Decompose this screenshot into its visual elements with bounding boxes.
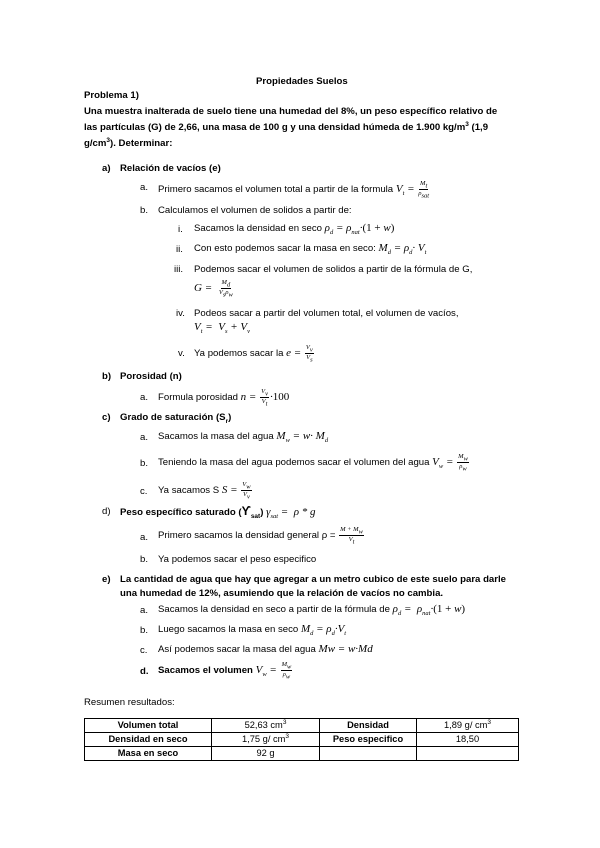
formula-md: $M_d = \rho_d\cdot V_t$ bbox=[378, 242, 427, 257]
formula-g: G = $\frac{M_d}{V_s\rho_w}$ bbox=[194, 279, 233, 299]
d-step-b: Ya podemos sacar el peso especifico bbox=[158, 554, 317, 565]
b-step-a-marker: a. bbox=[140, 392, 149, 403]
section-b-marker: b) bbox=[102, 371, 112, 382]
table-cell: 18,50 bbox=[417, 733, 519, 747]
section-e-line-1: La cantidad de agua que hay que agregar a un metro cubico de este suelo para darle bbox=[120, 574, 506, 585]
table-cell: Densidad en seco bbox=[85, 733, 212, 747]
table-cell: 92 g bbox=[212, 747, 320, 761]
section-a-title: Relación de vacíos (e) bbox=[120, 163, 221, 174]
table-cell: Masa en seco bbox=[85, 747, 212, 761]
e-step-a-marker: a. bbox=[140, 605, 149, 616]
a-i: Sacamos la densidad en seco $\rho_d = \rho_{nat}\cdot(1 + w)$ bbox=[194, 222, 395, 237]
a-ii: Con esto podemos sacar la masa en seco: $M_d = \rho_d\cdot V_t$ bbox=[194, 242, 427, 257]
formula-rho-d-e: $\rho_d = \rho_{nat}\cdot(1 + w)$ bbox=[392, 603, 466, 618]
summary-table bbox=[84, 718, 519, 761]
e-step-d-marker: d. bbox=[140, 666, 149, 677]
a-step-b: Calculamos el volumen de solidos a partir de: bbox=[158, 205, 352, 216]
formula-vt-sum: $V_t = V_s + V_v$ bbox=[194, 321, 251, 336]
c-step-b: Teniendo la masa del agua podemos sacar el volumen del agua $V_w$ = $\frac{M_w}{\rho_w}$ bbox=[158, 453, 468, 473]
table-row bbox=[85, 719, 519, 733]
table-row bbox=[85, 733, 519, 747]
formula-vw-e: $V_w$ = $\frac{M_w}{\rho_w}$ bbox=[255, 661, 292, 681]
e-step-c-marker: c. bbox=[140, 645, 148, 656]
a-v: Ya podemos sacar la e = $\frac{V_v}{V_s}$ bbox=[194, 344, 313, 364]
c-step-c: Ya sacamos S S = $\frac{V_w}{V_v}$ bbox=[158, 481, 251, 501]
a-step-a-marker: a. bbox=[140, 182, 149, 193]
b-step-a: Formula porosidad n = $\frac{V_v}{V_t}$ ·100 bbox=[158, 388, 290, 408]
section-c-title: Grado de saturación $(S_r)$ bbox=[120, 412, 232, 425]
a-iv-marker: iv. bbox=[176, 308, 185, 319]
statement-line-3: $g/cm^3$). Determinar: bbox=[84, 136, 173, 149]
a-step-b-marker: b. bbox=[140, 205, 149, 216]
c-step-a: Sacamos la masa del agua $M_w = w\cdot M_d$ bbox=[158, 430, 329, 445]
statement-line-2: las partículas (G) de 2,66, una masa de 100 g y una densidad húmeda de 1.900 $kg/m^3$ (1,9 bbox=[84, 120, 489, 133]
table-cell: 1,75 g/ $cm^3$ bbox=[212, 733, 320, 747]
a-v-marker: v. bbox=[178, 348, 185, 359]
formula-md-e: $M_d = \rho_d\cdot V_t$ bbox=[300, 623, 347, 638]
section-e-marker: e) bbox=[102, 574, 111, 585]
table-cell: 52,63 $cm^3$ bbox=[212, 719, 320, 733]
section-d-title: Peso específico saturado $(ϒ_{sat}) \gamma_{sat} = \rho * g$ bbox=[120, 504, 316, 521]
table-cell bbox=[320, 747, 417, 761]
page-title: Propiedades Suelos bbox=[256, 76, 348, 87]
e-step-b-marker: b. bbox=[140, 625, 149, 636]
summary-heading: Resumen resultados: bbox=[84, 697, 175, 708]
formula-mw: $M_w = w\cdot M_d$ bbox=[276, 430, 329, 445]
problem-label: Problema 1) bbox=[84, 90, 139, 101]
c-step-c-marker: c. bbox=[140, 486, 148, 497]
section-d-marker: d) bbox=[102, 506, 111, 517]
formula-rho: $\frac{M + M_w}{V_t}$ bbox=[340, 526, 363, 546]
e-step-a: Sacamos la densidad en seco a partir de la fórmula de $\rho_d = \rho_{nat}\cdot(1 + w)$ bbox=[158, 603, 466, 618]
a-ii-marker: ii. bbox=[176, 244, 183, 255]
section-a-marker: a) bbox=[102, 163, 111, 174]
a-i-marker: i. bbox=[178, 224, 183, 235]
formula-vw: $V_w$ = $\frac{M_w}{\rho_w}$ bbox=[432, 453, 468, 473]
formula-mw-e: Mw = w·Md bbox=[318, 643, 373, 655]
e-step-c: Así podemos sacar la masa del agua Mw = w·Md bbox=[158, 643, 373, 655]
d-step-a: Primero sacamos la densidad general ρ = $\frac{M + M_w}{V_t}$ bbox=[158, 526, 363, 546]
table-cell: Peso especifico bbox=[320, 733, 417, 747]
c-step-a-marker: a. bbox=[140, 432, 149, 443]
table-cell: 1,89 g/ $cm^3$ bbox=[417, 719, 519, 733]
section-c-marker: c) bbox=[102, 412, 111, 423]
formula-rho-d: $\rho_d = \rho_{nat}\cdot(1 + w)$ bbox=[324, 222, 395, 237]
a-iv: Podeos sacar a partir del volumen total, el volumen de vacíos, bbox=[194, 308, 459, 319]
a-iii-marker: iii. bbox=[174, 264, 184, 275]
e-step-d: Sacamos el volumen $V_w$ = $\frac{M_w}{\rho_w}$ bbox=[158, 661, 292, 681]
d-step-b-marker: b. bbox=[140, 554, 149, 565]
section-b-title: Porosidad (n) bbox=[120, 371, 182, 382]
formula-e: e = $\frac{V_v}{V_s}$ bbox=[286, 344, 313, 364]
a-step-a: Primero sacamos el volumen total a partir de la formula $V_t$ = $\frac{M_t}{\rho_{sat}}$ bbox=[158, 180, 430, 200]
d-step-a-marker: a. bbox=[140, 532, 149, 543]
c-step-b-marker: b. bbox=[140, 458, 149, 469]
formula-n: n = $\frac{V_v}{V_t}$ ·100 bbox=[240, 388, 290, 408]
formula-s: S = $\frac{V_w}{V_v}$ bbox=[221, 481, 251, 501]
section-e-line-2: una humedad de 12%, asumiendo que la relación de vacíos no cambia. bbox=[120, 588, 444, 599]
table-cell: Densidad bbox=[320, 719, 417, 733]
formula-gamma-sat: $\gamma_{sat} = \rho * g$ bbox=[266, 506, 316, 521]
e-step-b: Luego sacamos la masa en seco $M_d = \rho_d\cdot V_t$ bbox=[158, 623, 347, 638]
statement-line-1: Una muestra inalterada de suelo tiene una humedad del 8%, un peso específico relativo de bbox=[84, 106, 498, 117]
formula-vt: $V_t$ = $\frac{M_t}{\rho_{sat}}$ bbox=[395, 180, 430, 200]
table-cell: Volumen total bbox=[85, 719, 212, 733]
table-row bbox=[85, 747, 519, 761]
table-cell bbox=[417, 747, 519, 761]
a-iii: Podemos sacar el volumen de solidos a partir de la fórmula de G, bbox=[194, 264, 473, 275]
